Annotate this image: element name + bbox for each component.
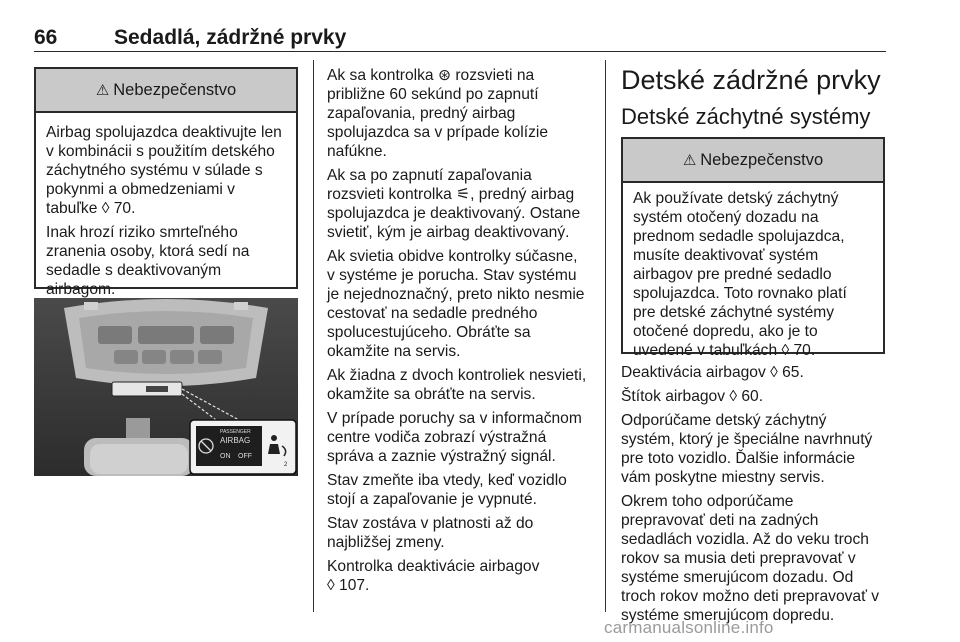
column-middle [327, 66, 597, 600]
warning-box-left [34, 67, 298, 298]
section-subheading: Detské záchytné systémy [621, 104, 871, 129]
page-number: 66 [34, 26, 58, 49]
panel-label-passenger: PASSENGER [220, 429, 251, 435]
paragraph: Okrem toho odporúčame prepravovať deti na zadných sedadlách vozidla. Až do veku troch rokov sa musia deti prepravovať v systéme smerujúcom dozadu. Od troch rokov možno deti prepravovať v systéme smerujúcom dopredu. [621, 493, 880, 624]
warning-header [36, 69, 296, 113]
paragraph: Deaktivácia airbagov ◊ 65. [621, 364, 804, 381]
warning-paragraph: Inak hrozí riziko smrteľného zranenia osoby, ktorá sedí na sedadle s deaktivovaným airbagom. [46, 224, 250, 298]
paragraph: Ak svietia obidve kontrolky súčasne, v systéme je porucha. Stav systému je nejednoznačný, preto nikto nesmie cestovať na sedadle predného spolucestujúceho. Obráťte sa okamžite na servis. [327, 248, 585, 360]
column-right-body [621, 363, 891, 630]
column-divider-1 [313, 60, 314, 612]
paragraph: Štítok airbagov ◊ 60. [621, 388, 764, 405]
paragraph: Kontrolka deaktivácie airbagov ◊ 107. [327, 558, 540, 594]
paragraph: Odporúčame detský záchytný systém, ktorý je špeciálne navrhnutý pre toto vozidlo. Ďalšie informácie vám poskytne miestny servis. [621, 412, 873, 486]
warning-box-right [621, 137, 885, 359]
paragraph: Ak sa po zapnutí zapaľovania rozsvieti kontrolka ⚟, predný airbag spolujazdca je deaktivovaný. Ostane svietiť, kým je airbag deaktivovaný. [327, 167, 581, 241]
paragraph: V prípade poruchy sa v informačnom centre vodiča zobrazí výstražná správa a zaznie výstražný signál. [327, 410, 582, 465]
warning-paragraph: Airbag spolujazdca deaktivujte len v kombinácii s použitím detského záchytného systému v súlade s pokynmi a obmedzeniami v tabuľke ◊ 70. [46, 124, 282, 217]
column-right [621, 64, 889, 130]
warning-title: Nebezpečenstvo [700, 150, 824, 169]
watermark: carmanualsonline.info [604, 618, 774, 637]
paragraph: Ak žiadna z dvoch kontroliek nesvieti, okamžite sa obráťte na servis. [327, 367, 587, 403]
svg-text:2: 2 [284, 462, 288, 468]
paragraph: Ak sa kontrolka ⊛ rozsvieti na približne 60 sekúnd po zapnutí zapaľovania, predný airbag spolujazdca sa v prípade kolízie nafúkne. [327, 67, 549, 160]
overhead-console-illustration [34, 298, 298, 476]
warning-triangle-icon: ⚠ [682, 152, 697, 169]
page-header [34, 20, 886, 52]
panel-label-airbag: AIRBAG [220, 436, 251, 445]
section-title: Sedadlá, zádržné prvky [114, 26, 347, 49]
overhead-console-photo [34, 298, 298, 476]
warning-header [623, 139, 883, 183]
warning-title: Nebezpečenstvo [113, 80, 237, 99]
warning-paragraph: Ak používate detský záchytný systém otočený dozadu na prednom sedadle spolujazdca, musíte deaktivovať systém airbagov pre predné sedadlo spolujazdca. Toto rovnako platí pre detské záchytné systémy otočené dopredu, ako je to uvedené v tabuľkách ◊ 70. [633, 190, 847, 359]
chapter-heading: Detské zádržné prvky [621, 65, 881, 95]
column-divider-2 [605, 60, 606, 612]
panel-label-on: ON [220, 453, 231, 460]
paragraph: Stav zmeňte iba vtedy, keď vozidlo stojí a zapaľovanie je vypnuté. [327, 472, 567, 508]
warning-triangle-icon: ⚠ [95, 82, 110, 99]
panel-label-off: OFF [238, 453, 252, 460]
paragraph: Stav zostáva v platnosti až do najbližšej zmeny. [327, 515, 534, 551]
